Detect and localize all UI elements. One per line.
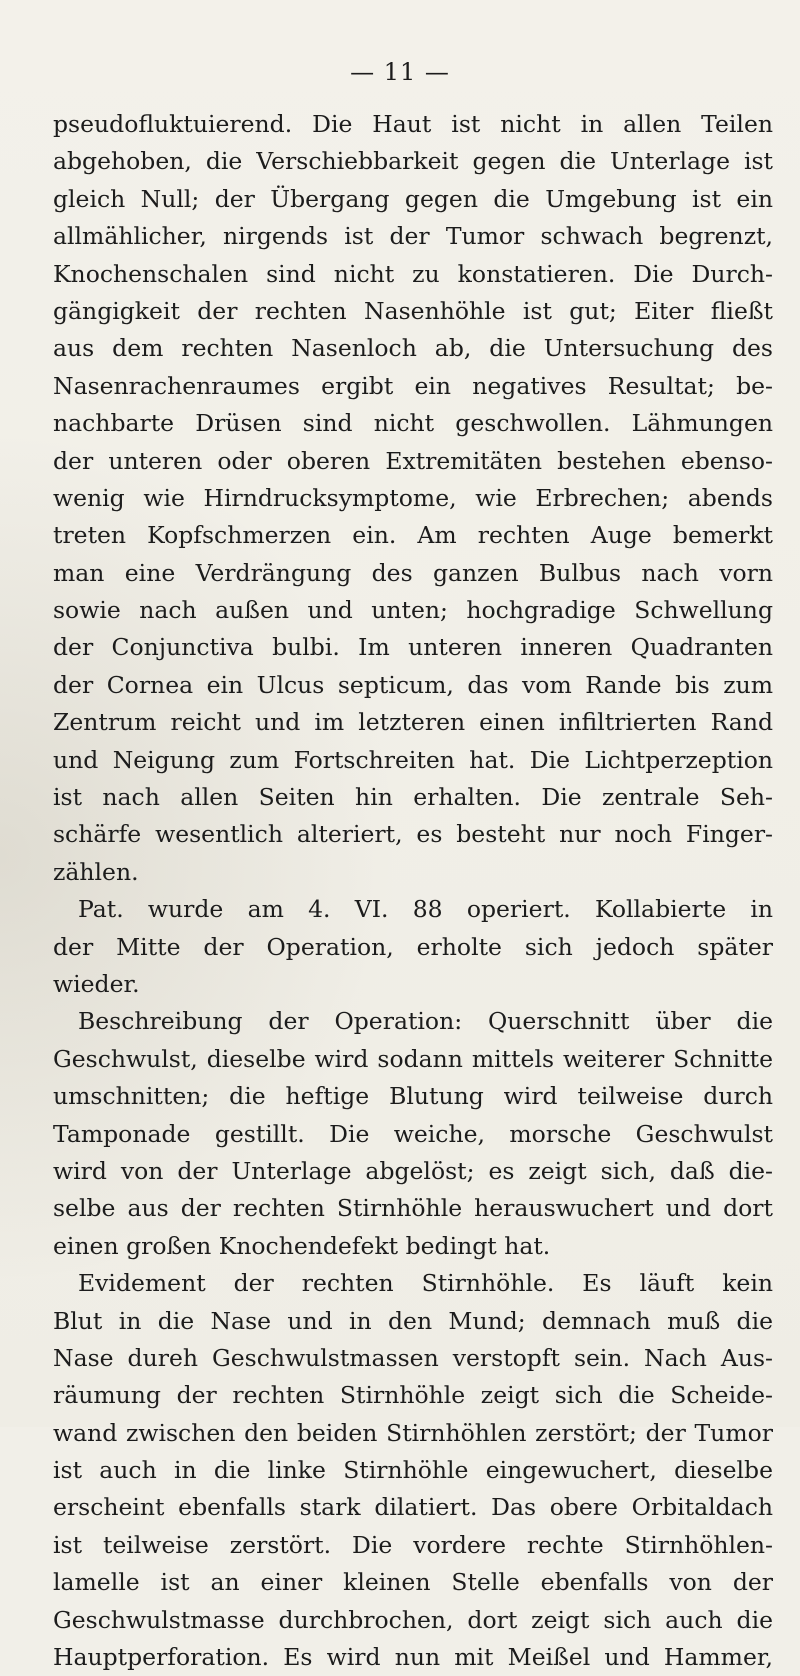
text-line: nachbarte Drüsen sind nicht geschwollen. Lähmungen	[53, 409, 773, 438]
text-line: der Mitte der Operation, erholte sich jedoch später	[53, 932, 773, 961]
text-line: ist nach allen Seiten hin erhalten. Die zentrale Seh-	[53, 783, 773, 812]
text-line: ist teilweise zerstört. Die vordere rechte Stirnhöhlen-	[53, 1530, 773, 1559]
text-line: Nase dureh Geschwulstmassen verstopft sein. Nach Aus-	[53, 1343, 773, 1372]
text-line: erscheint ebenfalls stark dilatiert. Das obere Orbitaldach	[53, 1493, 773, 1522]
text-line: aus dem rechten Nasenloch ab, die Untersuchung des	[53, 334, 773, 363]
text-line: wand zwischen den beiden Stirnhöhlen zerstört; der Tumor	[53, 1418, 773, 1447]
text-line: treten Kopfschmerzen ein. Am rechten Auge bemerkt	[53, 521, 773, 550]
text-line: lamelle ist an einer kleinen Stelle ebenfalls von der	[53, 1568, 773, 1597]
text-line: wird von der Unterlage abgelöst; es zeigt sich, daß die-	[53, 1156, 773, 1185]
text-line: Blut in die Nase und in den Mund; demnach muß die	[53, 1306, 773, 1335]
text-line: gängigkeit der rechten Nasenhöhle ist gut; Eiter fließt	[53, 296, 773, 325]
text-line: gleich Null; der Übergang gegen die Umgebung ist ein	[53, 184, 773, 213]
text-line: abgehoben, die Verschiebbarkeit gegen die Unterlage ist	[53, 147, 773, 176]
text-line: Geschwulst, dieselbe wird sodann mittels weiterer Schnitte	[53, 1044, 773, 1073]
text-line: umschnitten; die heftige Blutung wird teilweise durch	[53, 1082, 773, 1111]
text-line: schärfe wesentlich alteriert, es besteht nur noch Finger-	[53, 820, 773, 849]
text-line: Pat. wurde am 4. VI. 88 operiert. Kollabierte in	[78, 895, 773, 924]
body-text	[53, 106, 773, 1676]
text-line: Tamponade gestillt. Die weiche, morsche Geschwulst	[53, 1119, 773, 1148]
text-line: und Neigung zum Fortschreiten hat. Die Lichtperzeption	[53, 745, 773, 774]
text-line: zählen.	[53, 857, 139, 886]
text-line: Nasenrachenraumes ergibt ein negatives Resultat; be-	[53, 371, 773, 400]
text-line: der unteren oder oberen Extremitäten bestehen ebenso-	[53, 446, 773, 475]
text-line: einen großen Knochendefekt bedingt hat.	[53, 1231, 551, 1260]
text-line: Beschreibung der Operation: Querschnitt über die	[78, 1007, 773, 1036]
text-line: räumung der rechten Stirnhöhle zeigt sich die Scheide-	[53, 1381, 773, 1410]
text-line: wenig wie Hirndrucksymptome, wie Erbrechen; abends	[53, 483, 773, 512]
page-number: — 11 —	[350, 58, 450, 86]
text-line: Geschwulstmasse durchbrochen, dort zeigt sich auch die	[53, 1605, 773, 1634]
text-line: Hauptperforation. Es wird nun mit Meißel und Hammer,	[53, 1643, 773, 1672]
text-line: der Cornea ein Ulcus septicum, das vom Rande bis zum	[53, 670, 773, 699]
text-line: Evidement der rechten Stirnhöhle. Es läuft kein	[78, 1269, 773, 1298]
text-line: der Conjunctiva bulbi. Im unteren inneren Quadranten	[53, 633, 773, 662]
text-line: ist auch in die linke Stirnhöhle eingewuchert, dieselbe	[53, 1456, 773, 1485]
text-line: man eine Verdrängung des ganzen Bulbus nach vorn	[53, 558, 773, 587]
text-line: selbe aus der rechten Stirnhöhle herauswuchert und dort	[53, 1194, 773, 1223]
text-line: wieder.	[53, 969, 140, 998]
text-line: Zentrum reicht und im letzteren einen infiltrierten Rand	[53, 708, 773, 737]
text-line: allmählicher, nirgends ist der Tumor schwach begrenzt,	[53, 222, 773, 251]
text-line: pseudofluktuierend. Die Haut ist nicht in allen Teilen	[53, 110, 773, 138]
text-line: sowie nach außen und unten; hochgradige Schwellung	[53, 596, 773, 625]
text-line: Knochenschalen sind nicht zu konstatieren. Die Durch-	[53, 259, 773, 288]
